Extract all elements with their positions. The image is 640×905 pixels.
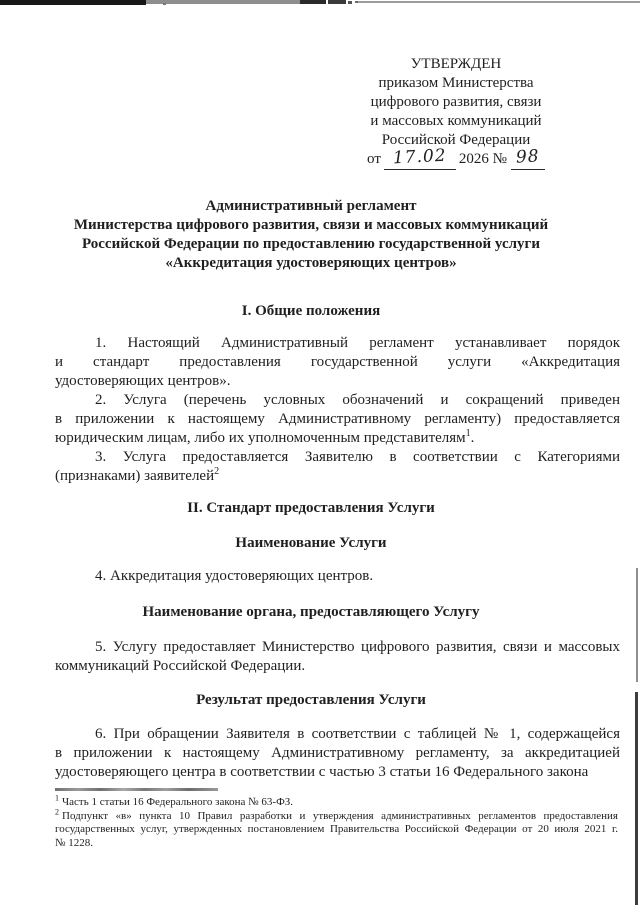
footnote-separator [55, 788, 218, 791]
year-number-sign: 2026 № [458, 151, 507, 167]
footnotes-block [55, 793, 618, 850]
scan-artifact-top-bar [146, 0, 300, 4]
handwritten-number: 98 [515, 146, 541, 168]
subsection-heading-service-name: Наименование Услуги [235, 535, 387, 551]
approval-line: Российской Федерации [381, 132, 531, 148]
scan-artifact-top-bar [0, 0, 146, 5]
paragraph-line: 1. Настоящий Административный регламент устанавливает порядок [95, 335, 620, 351]
scan-artifact-top-bar [328, 0, 346, 4]
order-date-line [356, 145, 556, 170]
section-heading-standard: II. Стандарт предоставления Услуги [187, 500, 435, 516]
date-prefix: от [367, 151, 381, 167]
scan-artifact-top-bar [348, 1, 352, 4]
handwritten-date: 17.02 [392, 145, 448, 169]
footnote-reference: 1 [465, 428, 471, 439]
paragraph-line: и стандарт предоставления государственной услуги «Аккредитация [55, 354, 620, 370]
number-blank-underline [511, 146, 545, 170]
footnote-line [55, 806, 618, 824]
document-body [0, 197, 620, 782]
scan-artifact-right-line [636, 568, 638, 682]
title-line: Административный регламент [205, 198, 417, 214]
paragraph-line [55, 429, 620, 448]
scan-artifact-speck [163, 3, 166, 5]
section-heading-general: I. Общие положения [241, 303, 381, 319]
paragraph-line: удостоверяющего центра в соответствии с частью 3 статьи 16 Федерального закона [55, 764, 589, 780]
paragraph-6 [55, 725, 620, 782]
footnote-marker: 2 [55, 806, 59, 816]
title-line: Министерства цифрового развития, связи и массовых коммуникаций [73, 217, 549, 233]
scan-artifact-right-line [635, 692, 638, 905]
date-blank-underline [384, 145, 456, 170]
paragraph-text: юридическим лицам, либо их уполномоченным представителям [55, 430, 466, 446]
footnote-text: Часть 1 статьи 16 Федерального закона № 63-ФЗ. [62, 796, 294, 808]
paragraph-line: 4. Аккредитация удостоверяющих центров. [95, 568, 374, 584]
paragraph-line: 2. Услуга (перечень условных обозначений и сокращений приведен [95, 392, 620, 408]
title-line: Российской Федерации по предоставлению государственной услуги [81, 236, 540, 252]
footnote-1 [55, 793, 618, 810]
paragraph-line: удостоверяющих центров». [55, 373, 231, 389]
paragraph-5 [55, 638, 620, 676]
paragraph-line: в приложении к настоящему Административному регламенту, за аккредитацией [55, 745, 620, 761]
approval-line: приказом Министерства [378, 75, 534, 91]
footnote-line: № 1228. [55, 836, 93, 849]
subsection-heading-result: Результат предоставления Услуги [196, 692, 426, 708]
title-line: «Аккредитация удостоверяющих центров» [165, 255, 457, 271]
paragraph-2 [55, 391, 620, 448]
footnote-line: государственных услуг, утвержденных постановлением Правительства Российской Федерации от 20 июля 2021 г. [55, 823, 618, 835]
approval-line: цифрового развития, связи [370, 94, 542, 110]
paragraph-line: коммуникаций Российской Федерации. [55, 658, 306, 674]
approval-line: УТВЕРЖДЕН [410, 56, 502, 72]
approval-block [356, 55, 556, 170]
footnote-marker: 1 [55, 793, 59, 803]
paragraph-3 [55, 448, 620, 486]
scan-artifact-top-line [358, 1, 640, 3]
footnote-reference: 2 [214, 466, 220, 477]
approval-line: и массовых коммуникаций [370, 113, 542, 129]
paragraph-text: . [470, 430, 475, 446]
subsection-heading-organ: Наименование органа, предоставляющего Услугу [142, 604, 480, 620]
paragraph-line [55, 467, 620, 486]
document-title [55, 197, 567, 273]
footnote-2 [55, 806, 618, 851]
footnote-text: Подпункт «в» пункта 10 Правил разработки и утверждения административных регламентов предоставления [62, 809, 618, 822]
paragraph-line: 3. Услуга предоставляется Заявителю в соответствии с Категориями [95, 449, 620, 465]
paragraph-line: в приложении к настоящему Административному регламенту) предоставляется [55, 411, 620, 427]
paragraph-line: 5. Услугу предоставляет Министерство цифрового развития, связи и массовых [95, 639, 620, 655]
paragraph-4 [55, 567, 620, 586]
scan-artifact-top-bar [300, 0, 326, 4]
paragraph-text: (признаками) заявителей [55, 468, 215, 484]
paragraph-line: 6. При обращении Заявителя в соответствии с таблицей № 1, содержащейся [95, 726, 620, 742]
paragraph-1 [55, 334, 620, 391]
